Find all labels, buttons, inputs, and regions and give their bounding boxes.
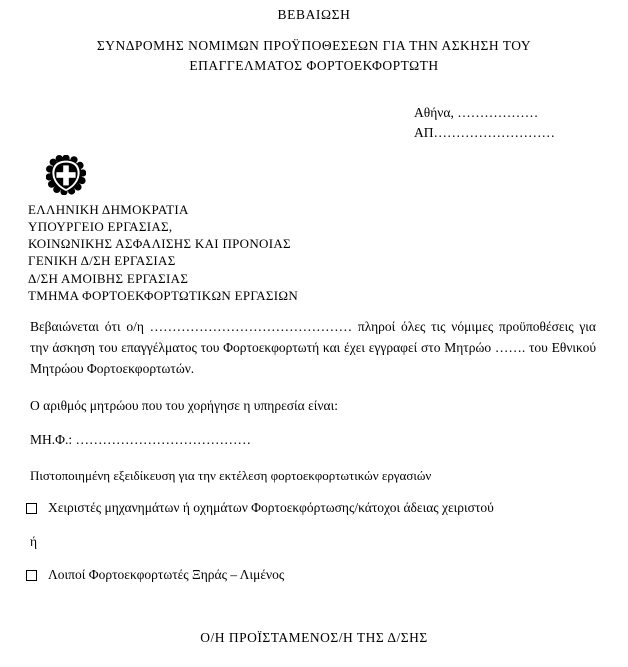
option-machine-operators-label: Χειριστές μηχανημάτων ή οχημάτων Φορτοεκφόρτωσης/κάτοχοι άδειας χειριστού: [48, 500, 494, 515]
document-subtitle-line-1: ΣΥΝΔΡΟΜΗΣ ΝΟΜΙΜΩΝ ΠΡΟΫΠΟΘΕΣΕΩΝ ΓΙΑ ΤΗΝ ΑΣΚΗΣΗ ΤΟΥ: [96, 38, 532, 54]
ministry-line-6: ΤΜΗΜΑ ΦΟΡΤΟΕΚΦΟΡΤΩΤΙΚΩΝ ΕΡΓΑΣΙΩΝ: [28, 287, 299, 303]
ministry-line-5: Δ/ΣΗ ΑΜΟΙΒΗΣ ΕΡΓΑΣΙΑΣ: [28, 270, 189, 286]
certified-specialization-heading: Πιστοποιημένη εξειδίκευση για την εκτέλεση φορτοεκφορτωτικών εργασιών: [30, 468, 432, 483]
document-title: ΒΕΒΑΙΩΣΗ: [277, 7, 351, 22]
registry-number-field: ΜΗ.Φ.: …………………………………: [30, 432, 251, 447]
checkbox-other-loaders[interactable]: [26, 570, 37, 581]
ministry-line-3: ΚΟΙΝΩΝΙΚΗΣ ΑΣΦΑΛΙΣΗΣ ΚΑΙ ΠΡΟΝΟΙΑΣ: [28, 236, 291, 252]
option-other-loaders[interactable]: [26, 567, 284, 583]
option-other-loaders-label: Λοιποί Φορτοεκφορτωτές Ξηράς – Λιμένος: [48, 567, 285, 582]
document-subtitle-line-2: ΕΠΑΓΓΕΛΜΑΤΟΣ ΦΟΡΤΟΕΚΦΟΡΤΩΤΗ: [189, 57, 439, 73]
city-date-line: Αθήνα, ………………: [414, 105, 539, 120]
registry-number-intro: Ο αριθμός μητρώου που του χορήγησε η υπηρεσία είναι:: [30, 398, 338, 413]
signature-title: Ο/Η ΠΡΟΪΣΤΑΜΕΝΟΣ/Η ΤΗΣ Δ/ΣΗΣ: [200, 630, 428, 645]
ministry-line-2: ΥΠΟΥΡΓΕΙΟ ΕΡΓΑΣΙΑΣ,: [28, 219, 173, 235]
document-page: [0, 7, 628, 667]
document-subtitle: [64, 36, 564, 75]
protocol-number-line: ΑΠ………………………: [414, 125, 555, 141]
checkbox-machine-operators[interactable]: [26, 503, 37, 514]
option-machine-operators[interactable]: [26, 500, 494, 516]
ministry-line-4: ΓΕΝΙΚΗ Δ/ΣΗ ΕΡΓΑΣΙΑΣ: [28, 253, 176, 269]
ministry-line-1: ΕΛΛΗΝΙΚΗ ΔΗΜΟΚΡΑΤΙΑ: [28, 202, 189, 217]
coat-of-arms-graphic: [46, 155, 86, 195]
coat-of-arms-icon: [46, 155, 86, 195]
or-separator: ή: [30, 534, 38, 549]
ministry-address-block: [28, 201, 298, 304]
place-and-protocol-block: [414, 103, 555, 144]
certification-paragraph: Βεβαιώνεται ότι ο/η ……………………………………… πληροί όλες τις νόμιμες προϋποθέσεις για την άσκηση του επαγγέλματος του Φορτοεκφορτωτή και έχει εγγραφεί στο Μητρώο ……. του Εθνικού Μητρώου Φορτοεκφορτωτών.: [30, 319, 596, 376]
